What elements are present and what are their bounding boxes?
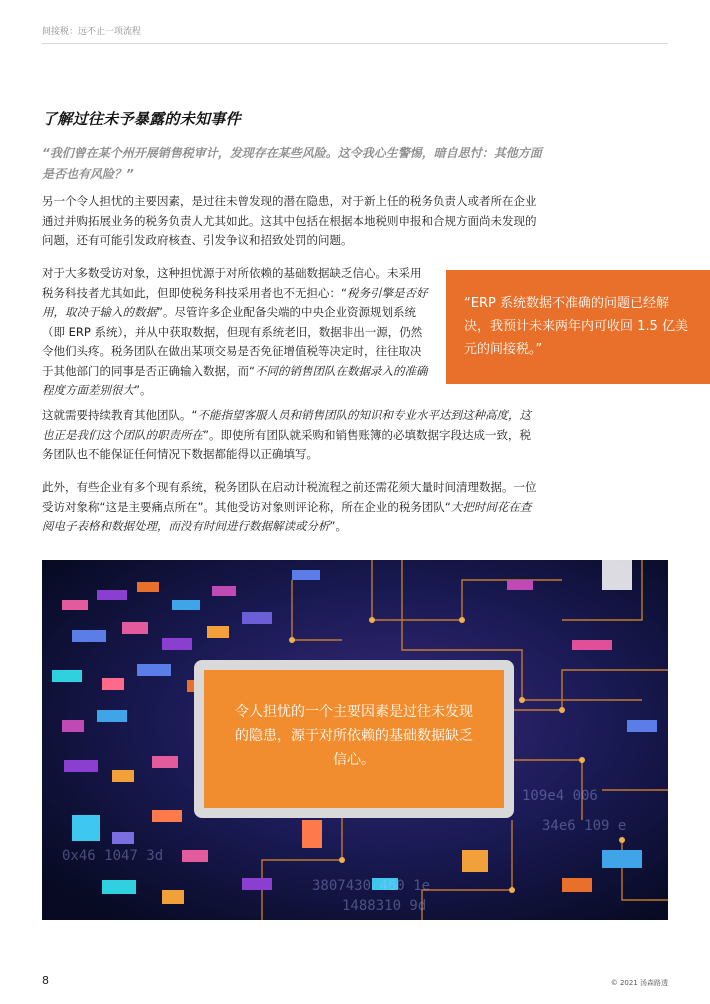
svg-text:3807430 460 1e: 3807430 460 1e: [312, 878, 431, 894]
running-header: [42, 24, 668, 44]
paragraph-2-text-b: ”。尽管许多企业配备尖端的中央企业资源规划系统（即 ERP 系统），并从中获取数据，但现有系统老旧，数据非出一源，仍然令他们头疼。税务团队在做出某项交易是否免征增值税等决定时，往往取决于其他部门的同事是否正确输入数据，而“: [42, 305, 423, 378]
paragraph-2-text-c: ”。: [134, 383, 152, 397]
page-number: 8: [42, 974, 49, 987]
paragraph-2: [42, 264, 430, 401]
running-title: 间接税：远不止一项流程: [42, 27, 142, 37]
svg-text:34e6 109 e: 34e6 109 e: [542, 818, 627, 834]
paragraph-4-text-b: ”。: [329, 519, 347, 533]
svg-text:1488310 9d: 1488310 9d: [342, 898, 427, 914]
paragraph-2-quote-2: 不同的销售团队在数据录入的准确程度方面差别很大: [42, 363, 428, 397]
paragraph-4-quote: 大把时间花在查阅电子表格和数据处理，而没有时间进行数据解读或分析: [42, 499, 532, 533]
overlay-text: 令人担忧的一个主要因素是过往未发现的隐患，源于对所依赖的基础数据缺乏信心。: [235, 704, 473, 768]
paragraph-4-text-a: 此外，有些企业有多个现有系统，税务团队在启动计税流程之前还需花须大量时间清理数据。一位受访对象称“这是主要痛点所在”。其他受访对象则评论称，所在企业的税务团队“: [42, 480, 537, 514]
callout-box: [446, 270, 710, 384]
paragraph-3-quote: 不能指望客服人员和销售团队的知识和专业水平达到这种高度，这也正是我们这个团队的职责所在: [42, 408, 531, 442]
svg-text:0x46 1047 3d: 0x46 1047 3d: [62, 848, 164, 864]
paragraph-2-text-a: 对于大多数受访对象，这种担忧源于对所依赖的基础数据缺乏信心。未采用税务科技者尤其如此，但即使税务科技采用者也不无担心：“: [42, 266, 422, 300]
section-title: 了解过往未予暴露的未知事件: [42, 110, 241, 128]
paragraph-3: [42, 406, 542, 465]
copyright: © 2021 汤森路透: [610, 979, 668, 987]
paragraph-3-text-a: 这就需要持续教育其他团队。“: [42, 408, 198, 422]
lead-quote: “我们曾在某个州开展销售税审计，发现存在某些风险。这令我心生警惕，暗自思忖：其他方面是否也有风险？”: [42, 146, 542, 181]
svg-text:109e4 006: 109e4 006: [522, 788, 598, 804]
paragraph-1: 另一个令人担忧的主要因素，是过往未曾发现的潜在隐患，对于新上任的税务负责人或者所在企业通过并购拓展业务的税务负责人尤其如此。这其中包括在根据本地税则申报和合规方面尚未发现的问题，还有可能引发政府核查、引发争议和招致处罚的问题。: [42, 194, 537, 247]
paragraph-2-quote-1: 税务引擎是否好用，取决于输入的数据: [42, 285, 428, 319]
paragraph-3-text-b: ”。即使所有团队就采购和销售账簿的必填数据字段达成一致，税务团队也不能保证任何情况下数据都能得以正确填写。: [42, 427, 531, 461]
paragraph-4: [42, 478, 542, 537]
callout-quote: “ERP 系统数据不准确的问题已经解决，我预计未来两年内可收回 1.5 亿美元的间接税。”: [464, 296, 688, 357]
overlay-callout: [204, 670, 504, 808]
